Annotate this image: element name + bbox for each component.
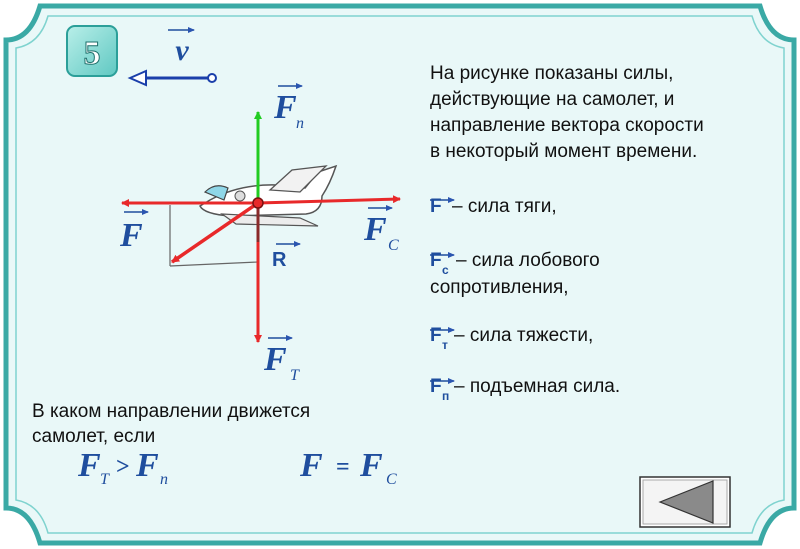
svg-text:– сила тяги,: – сила тяги, [452,196,557,217]
velocity-label: v [175,34,189,67]
svg-text:действующие на самолет, и: действующие на самолет, и [430,89,675,110]
svg-text:>: > [116,454,130,480]
back-nav-button[interactable] [640,477,730,527]
svg-text:=: = [336,454,350,480]
svg-text:R: R [272,249,287,271]
svg-text:п: п [442,389,450,403]
svg-text:п: п [296,115,304,132]
svg-text:F: F [78,447,101,484]
svg-text:направление вектора скорости: направление вектора скорости [430,115,704,136]
svg-text:F: F [430,250,442,271]
svg-text:На рисунке показаны силы,: На рисунке показаны силы, [430,63,674,84]
svg-text:F: F [364,211,387,248]
svg-text:т: т [442,338,448,352]
svg-text:С: С [388,237,399,254]
svg-text:F: F [136,447,159,484]
svg-text:F: F [430,376,442,397]
svg-text:С: С [386,471,397,488]
svg-text:– сила лобового: – сила лобового [456,250,600,271]
svg-text:с: с [442,263,449,277]
svg-text:F: F [430,325,442,346]
svg-text:самолет, если: самолет, если [32,426,156,447]
slide-number-badge [67,26,117,76]
svg-text:сопротивления,: сопротивления, [430,277,569,298]
slide-number: 5 [83,35,101,72]
svg-text:Т: Т [100,471,109,488]
svg-text:– сила тяжести,: – сила тяжести, [454,325,594,346]
svg-text:F: F [430,196,442,217]
svg-text:F: F [360,447,383,484]
force-origin-point [253,198,263,208]
svg-text:Т: Т [290,367,299,384]
svg-text:– подъемная сила.: – подъемная сила. [454,376,621,397]
svg-text:в некоторый момент времени.: в некоторый момент времени. [430,141,698,162]
svg-text:F: F [300,447,323,484]
svg-text:F: F [264,341,287,378]
svg-text:F: F [120,217,143,254]
svg-text:В каком направлении движется: В каком направлении движется [32,401,311,422]
svg-text:F: F [274,89,297,126]
svg-text:п: п [160,471,168,488]
